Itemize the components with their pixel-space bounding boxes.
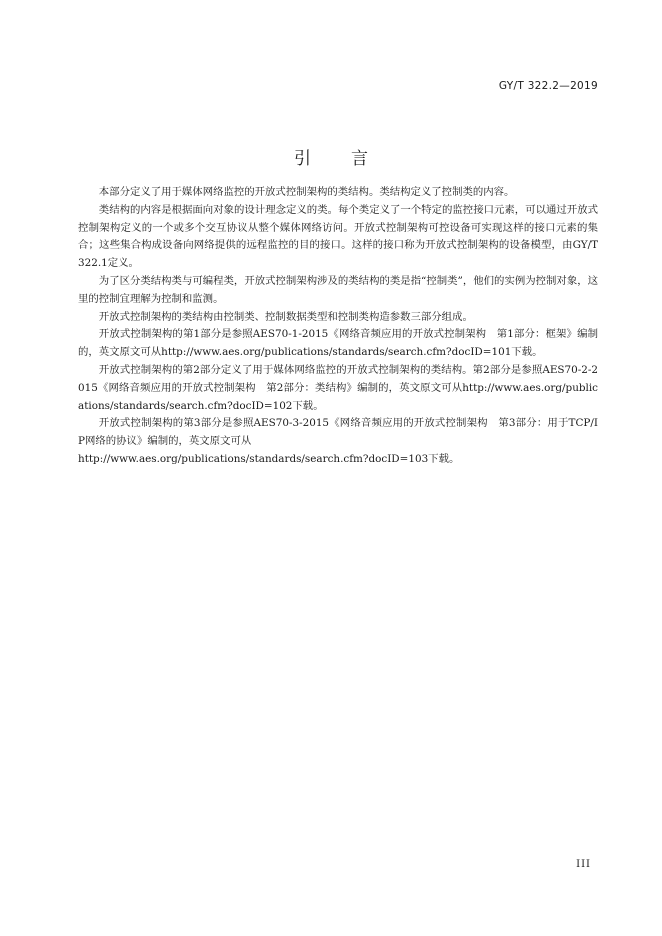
paragraph: 开放式控制架构的第3部分是参照AES70-3-2015《网络音频应用的开放式控制架构 第3部分：用于TCP/IP网络的协议》编制的，英文原文可从 (78, 417, 598, 448)
paragraph: 本部分定义了用于媒体网络监控的开放式控制架构的类结构。类结构定义了控制类的内容。 (98, 186, 515, 198)
page-number: III (576, 859, 591, 870)
paragraph: 开放式控制架构的第2部分定义了用于媒体网络监控的开放式控制架构的类结构。第2部分是参照AES70-2-2015《网络音频应用的开放式控制架构 第2部分：类结构》编制的，英文原文可从http://www.aes.org/publications/standards/search.cfm?docID=102下载。 (78, 363, 598, 412)
paragraph: 开放式控制架构的类结构由控制类、控制数据类型和控制类构造参数三部分组成。 (98, 310, 473, 323)
paragraph-continuation: http://www.aes.org/publications/standards/search.cfm?docID=103下载。 (78, 452, 460, 465)
body-text (78, 184, 598, 469)
page-title: 引言 (294, 149, 408, 169)
paragraph: 开放式控制架构的第1部分是参照AES70-1-2015《网络音频应用的开放式控制架构 第1部分：框架》编制的，英文原文可从http://www.aes.org/publications/standards/search.cfm?docID=101下载。 (78, 328, 598, 359)
paragraph: 类结构的内容是根据面向对象的设计理念定义的类。每个类定义了一个特定的监控接口元素，可以通过开放式控制架构定义的一个或多个交互协议从整个媒体网络访问。开放式控制架构可控设备可实现这样的接口元素的集合；这些集合构成设备向网络提供的远程监控的目的接口。这样的接口称为开放式控制架构的设备模型，由GY/T 322.1定义。 (78, 203, 598, 270)
paragraph: 为了区分类结构类与可编程类，开放式控制架构涉及的类结构的类是指“控制类”，他们的实例为控制对象，这里的控制宜理解为控制和监测。 (78, 274, 598, 305)
standard-number: GY/T 322.2—2019 (498, 80, 598, 92)
